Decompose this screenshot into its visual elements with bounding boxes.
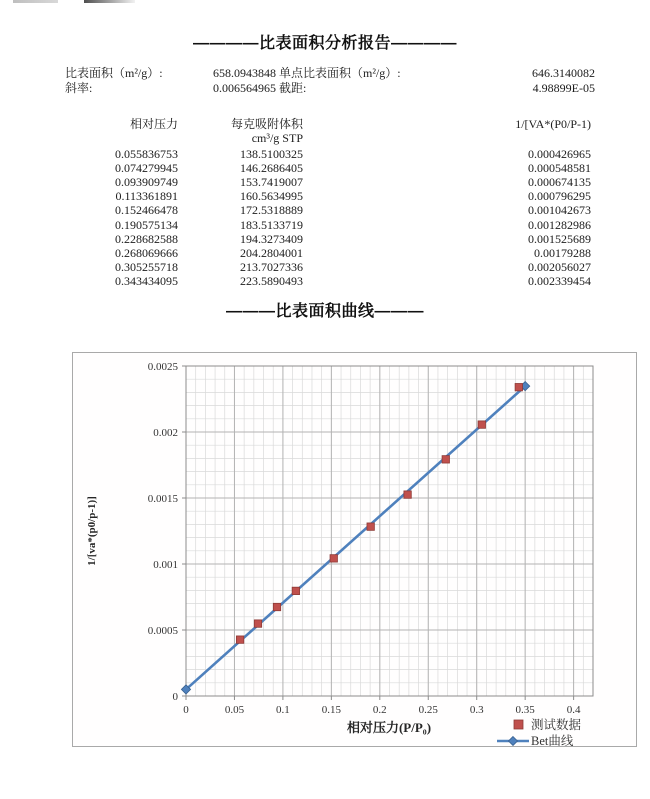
label-specific-surface-area: 比表面积（m²/g）: <box>65 66 163 80</box>
legend-scatter-label: 测试数据 <box>531 718 582 732</box>
value-intercept: 4.98899E-05 <box>532 81 595 95</box>
table-row <box>0 274 650 288</box>
cell-bet-term: 0.000548581 <box>528 160 591 175</box>
label-intercept: 截距: <box>279 81 307 95</box>
table-row <box>0 246 650 260</box>
legend-line-label: Bet曲线 <box>531 734 574 746</box>
cell-relative-pressure: 0.343434095 <box>115 274 178 289</box>
data-point-marker <box>330 555 337 562</box>
cell-bet-term: 0.00179288 <box>534 245 591 260</box>
cell-bet-term: 0.002056027 <box>528 260 591 275</box>
chart-section-title: ———比表面积曲线——— <box>225 303 424 320</box>
y-tick-label: 0.0005 <box>147 625 178 637</box>
value-slope-and-intercept-label <box>213 81 306 96</box>
table-header-row <box>0 117 650 131</box>
data-point-marker <box>515 383 522 390</box>
data-point-marker <box>404 491 411 498</box>
cell-relative-pressure: 0.228682588 <box>115 231 178 246</box>
x-tick-label: 0.15 <box>321 704 341 716</box>
data-point-marker <box>367 523 374 530</box>
data-point-marker <box>442 456 449 463</box>
col-header-adsorbed-volume: 每克吸附体积 <box>230 117 303 131</box>
x-tick-label: 0.1 <box>276 704 290 716</box>
col-header-relative-pressure: 相对压力 <box>129 117 178 131</box>
table-row <box>0 218 650 232</box>
cell-bet-term: 0.001282986 <box>528 217 591 232</box>
table-row <box>0 161 650 175</box>
value-slope: 0.006564965 <box>213 81 276 95</box>
cell-adsorbed-volume: 183.5133719 <box>240 217 303 232</box>
data-point-marker <box>254 620 261 627</box>
x-tick-label: 0 <box>183 704 189 716</box>
table-row <box>0 260 650 274</box>
x-tick-label: 0.4 <box>566 704 581 716</box>
x-tick-label: 0.05 <box>224 704 245 716</box>
y-axis-title: 1/[va*(p0/p-1)] <box>86 496 98 566</box>
y-tick-label: 0.0015 <box>147 493 178 505</box>
label-single-point-ssa: 单点比表面积（m²/g）: <box>279 66 401 80</box>
cell-bet-term: 0.000796295 <box>528 189 591 204</box>
col-header-bet-term: 1/[VA*(P0/P-1) <box>515 117 591 131</box>
x-tick-label: 0.2 <box>372 704 387 716</box>
y-tick-label: 0.0025 <box>147 361 178 373</box>
y-tick-label: 0 <box>172 691 178 703</box>
cell-bet-term: 0.002339454 <box>528 274 591 289</box>
table-row <box>0 203 650 217</box>
col-subheader-units: cm³/g STP <box>251 131 303 145</box>
cell-adsorbed-volume: 223.5890493 <box>240 274 303 289</box>
cell-relative-pressure: 0.074279945 <box>115 160 178 175</box>
cell-relative-pressure: 0.113361891 <box>115 189 178 204</box>
data-point-marker <box>478 421 485 428</box>
cell-relative-pressure: 0.305255718 <box>115 260 178 275</box>
data-point-marker <box>236 636 243 643</box>
cell-adsorbed-volume: 146.2686405 <box>240 160 303 175</box>
y-tick-label: 0.001 <box>153 559 178 571</box>
bet-chart-canvas <box>73 353 636 746</box>
legend-scatter-swatch <box>514 720 523 729</box>
cell-adsorbed-volume: 160.5634995 <box>240 189 303 204</box>
label-slope: 斜率: <box>65 81 93 95</box>
cell-adsorbed-volume: 204.2804001 <box>240 245 303 260</box>
table-row <box>0 147 650 161</box>
table-subheader-row <box>0 131 650 145</box>
cell-adsorbed-volume: 194.3273409 <box>240 231 303 246</box>
cell-bet-term: 0.000674135 <box>528 174 591 189</box>
cell-bet-term: 0.001042673 <box>528 203 591 218</box>
report-title: ————比表面积分析报告———— <box>192 35 457 52</box>
cell-adsorbed-volume: 213.7027336 <box>240 260 303 275</box>
x-tick-label: 0.3 <box>469 704 484 716</box>
legend-line-diamond <box>509 737 518 746</box>
cell-relative-pressure: 0.190575134 <box>115 217 178 232</box>
cell-relative-pressure: 0.093909749 <box>115 174 178 189</box>
cell-adsorbed-volume: 153.7419007 <box>240 174 303 189</box>
cell-bet-term: 0.001525689 <box>528 231 591 246</box>
table-row <box>0 189 650 203</box>
cell-relative-pressure: 0.055836753 <box>115 146 178 161</box>
window-edge-bar-left <box>13 0 58 3</box>
y-tick-label: 0.002 <box>153 427 178 439</box>
cell-bet-term: 0.000426965 <box>528 146 591 161</box>
window-edge-bar-right <box>84 0 135 3</box>
x-axis-title: 相对压力(P/P₀) <box>346 720 432 735</box>
cell-relative-pressure: 0.268069666 <box>115 245 178 260</box>
data-point-marker <box>273 603 280 610</box>
cell-adsorbed-volume: 172.5318889 <box>240 203 303 218</box>
cell-relative-pressure: 0.152466478 <box>115 203 178 218</box>
value-specific-surface-area: 658.0943848 <box>213 66 276 80</box>
cell-adsorbed-volume: 138.5100325 <box>240 146 303 161</box>
value-single-point-ssa: 646.3140082 <box>532 66 595 80</box>
value-ssa-and-single-point-label <box>213 66 401 81</box>
table-row <box>0 175 650 189</box>
x-tick-label: 0.25 <box>418 704 438 716</box>
data-point-marker <box>292 587 299 594</box>
bet-chart <box>72 352 637 747</box>
x-tick-label: 0.35 <box>515 704 535 716</box>
table-row <box>0 232 650 246</box>
